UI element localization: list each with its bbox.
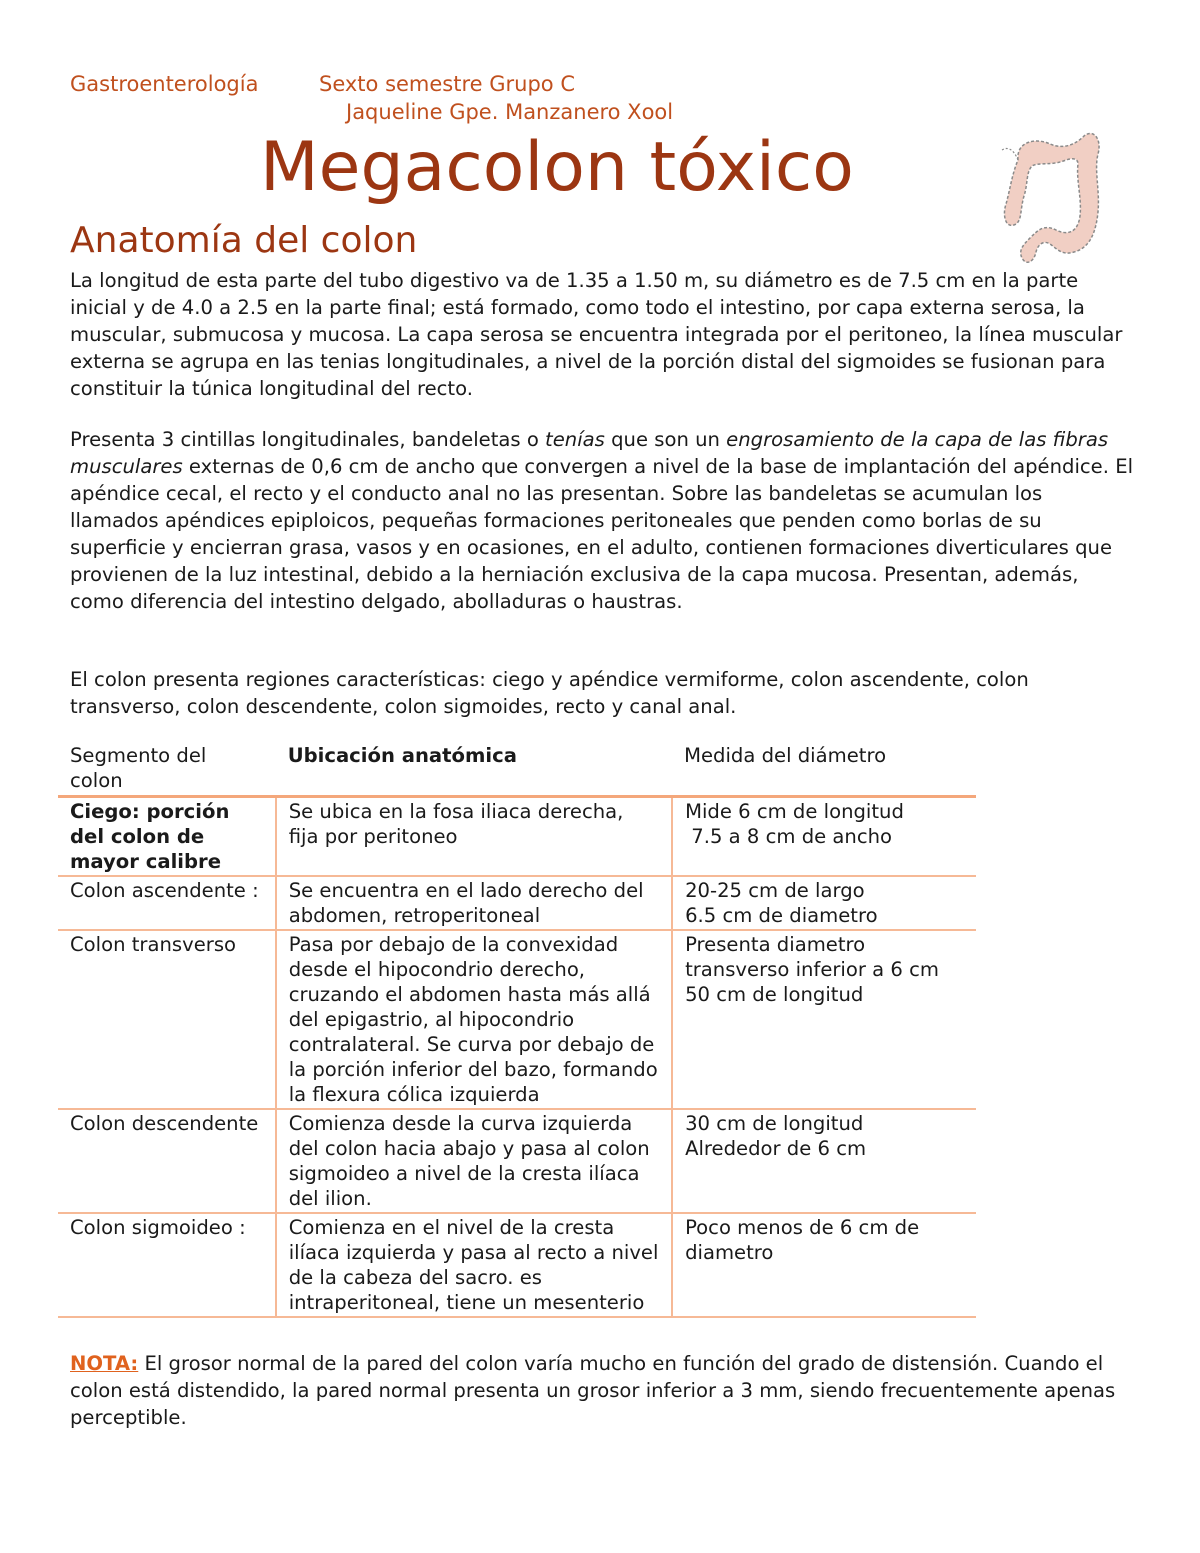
note-text: El grosor normal de la pared del colon varía mucho en función del grado de distensión. Cuando el colon está distendido, la pared normal presenta un grosor inferior a 3 mm, siendo frecuentemente apenas perceptible. <box>70 1352 1116 1429</box>
paragraph-2-text-c: que son un <box>604 428 727 451</box>
section-heading: Anatomía del colon <box>70 220 418 261</box>
diameter-cell: 20-25 cm de largo 6.5 cm de diametro <box>672 876 976 930</box>
header-segment: Segmento del colon <box>70 744 207 792</box>
header-diameter: Medida del diámetro <box>684 744 887 767</box>
header-location: Ubicación anatómica <box>287 744 517 767</box>
table-header-row <box>58 742 976 797</box>
location-cell: Comienza desde la curva izquierda del colon hacia abajo y pasa al colon sigmoideo a nivel de la cresta ilíaca del ilion. <box>276 1109 672 1213</box>
author-label: Jaqueline Gpe. Manzanero Xool <box>346 100 674 124</box>
paragraph-3: El colon presenta regiones características: ciego y apéndice vermiforme, colon ascendente, colon transverso, colon descendente, colon sigmoides, recto y canal anal. <box>70 668 1029 718</box>
subject-label: Gastroenterología <box>70 72 259 96</box>
table-row <box>58 1109 976 1213</box>
segment-cell: Colon ascendente : <box>70 879 259 902</box>
paragraph-1: La longitud de esta parte del tubo digestivo va de 1.35 a 1.50 m, su diámetro es de 7.5 cm en la parte inicial y de 4.0 a 2.5 en la parte final; está formado, como todo el intestino, por capa externa serosa, la muscular, submucosa y mucosa. La capa serosa se encuentra integrada por el peritoneo, la línea muscular externa se agrupa en las tenias longitudinales, a nivel de la porción distal del sigmoides se fusionan para constituir la túnica longitudinal del recto. <box>70 269 1123 400</box>
paragraph-2-text-e: externas de 0,6 cm de ancho que convergen a nivel de la base de implantación del apéndice. El apéndice cecal, el recto y el conducto anal no las presentan. Sobre las bandeletas se acumulan los llamados apéndices epiploicos, pequeñas formaciones peritoneales que penden como borlas de su superficie y encierran grasa, vasos y en ocasiones, en el adulto, contienen formaciones diverticulares que provienen de la luz intestinal, debido a la herniación exclusiva de la capa mucosa. Presentan, además, como diferencia del intestino delgado, abolladuras o haustras. <box>70 455 1134 613</box>
document-title: Megacolon tóxico <box>260 128 854 207</box>
location-cell: Se encuentra en el lado derecho del abdomen, retroperitoneal <box>276 876 672 930</box>
location-cell: Se ubica en la fosa iliaca derecha, fija por peritoneo <box>276 797 672 877</box>
diameter-cell: Mide 6 cm de longitud 7.5 a 8 cm de ancho <box>672 797 976 877</box>
location-cell: Comienza en el nivel de la cresta ilíaca izquierda y pasa al recto a nivel de la cabeza del sacro. es intraperitoneal, tiene un mesenterio <box>276 1213 672 1317</box>
note-label: NOTA: <box>70 1352 139 1375</box>
colon-illustration-icon <box>978 120 1108 270</box>
paragraph-2-text-a: Presenta 3 cintillas longitudinales, bandeletas o <box>70 428 546 451</box>
segment-cell: Colon transverso <box>70 933 237 956</box>
segment-cell: Colon descendente <box>70 1112 259 1135</box>
diameter-cell: Poco menos de 6 cm de diametro <box>672 1213 976 1317</box>
note <box>70 1350 1135 1431</box>
paragraph-2-italic-d: engrosamiento de la capa de las fibras musculares <box>70 428 1109 478</box>
table-row <box>58 930 976 1109</box>
paragraph-2 <box>70 426 1135 615</box>
paragraph-2-italic-b: tenías <box>545 428 605 451</box>
diameter-cell: Presenta diametro transverso inferior a 6 cm 50 cm de longitud <box>672 930 976 1109</box>
location-cell: Pasa por debajo de la convexidad desde el hipocondrio derecho, cruzando el abdomen hasta más allá del epigastrio, al hipocondrio contralateral. Se curva por debajo de la porción inferior del bazo, formando la flexura cólica izquierda <box>276 930 672 1109</box>
group-label: Sexto semestre Grupo C <box>319 72 575 96</box>
segment-cell: Colon sigmoideo : <box>70 1216 246 1239</box>
table-row <box>58 876 976 930</box>
table-row <box>58 797 976 877</box>
segment-cell: Ciego: porción del colon de mayor calibre <box>70 800 237 873</box>
diameter-cell: 30 cm de longitud Alrededor de 6 cm <box>672 1109 976 1213</box>
table-row <box>58 1213 976 1317</box>
colon-segments-table <box>58 742 976 1318</box>
